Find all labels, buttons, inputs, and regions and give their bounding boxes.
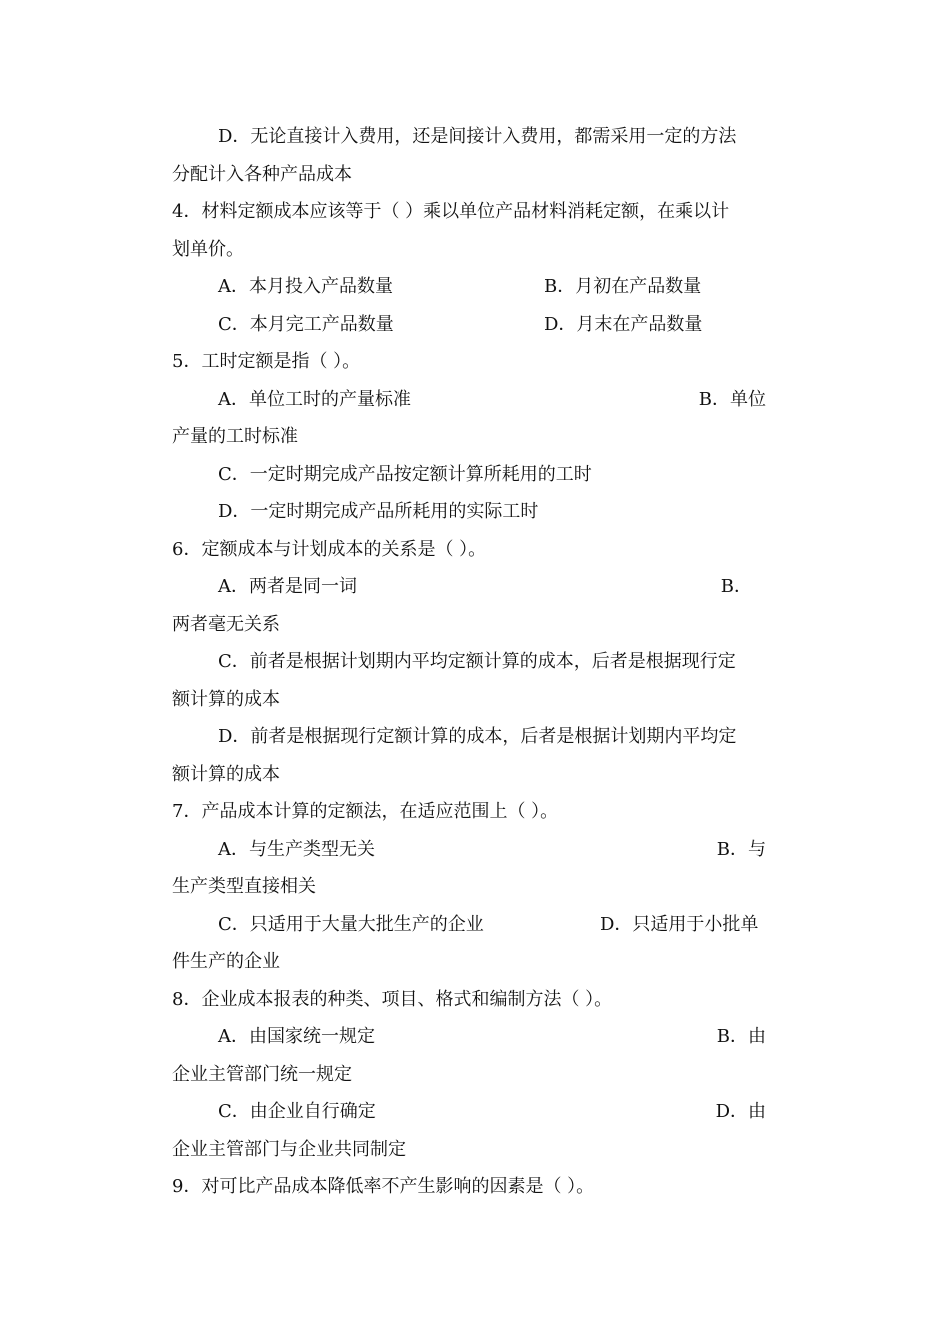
- text-line: 分配计入各种产品成本: [172, 163, 352, 185]
- option-line: C．前者是根据计划期内平均定额计算的成本，后者是根据现行定: [218, 651, 736, 672]
- option-right: D．由: [715, 1101, 766, 1122]
- text-line: 额计算的成本: [172, 763, 280, 785]
- text-line: 生产类型直接相关: [172, 876, 316, 897]
- text-line: 6．定额成本与计划成本的关系是（ ）。: [172, 538, 487, 560]
- option-right: B．单位: [698, 388, 766, 410]
- option-line: C．一定时期完成产品按定额计算所耗用的工时: [218, 463, 592, 485]
- option-left: A．两者是同一词: [218, 576, 357, 597]
- option-right: B．: [720, 576, 752, 597]
- option-row: [172, 906, 766, 944]
- text-line: 7．产品成本计算的定额法，在适应范围上（ ）。: [172, 801, 559, 822]
- option-row: [172, 381, 766, 419]
- text-line: 划单价。: [172, 238, 244, 260]
- option-line: D．一定时期完成产品所耗用的实际工时: [218, 501, 539, 522]
- option-right: D．月末在产品数量: [544, 313, 703, 335]
- option-line: D．前者是根据现行定额计算的成本，后者是根据计划期内平均定: [218, 726, 737, 747]
- text-line: 5．工时定额是指（ ）。: [172, 351, 361, 372]
- option-row: [172, 1093, 766, 1131]
- option-right: D．只适用于小批单: [600, 913, 759, 935]
- option-right: B．月初在产品数量: [544, 276, 702, 297]
- text-line: 8．企业成本报表的种类、项目、格式和编制方法（ ）。: [172, 988, 613, 1010]
- option-left: C．本月完工产品数量: [218, 313, 394, 335]
- option-right: B．与: [716, 838, 766, 860]
- option-row: [172, 1018, 766, 1056]
- option-right: B．由: [716, 1026, 766, 1047]
- document-page: [172, 118, 766, 1206]
- text-line: 两者毫无关系: [172, 613, 280, 635]
- option-line: D．无论直接计入费用，还是间接计入费用，都需采用一定的方法: [218, 126, 737, 147]
- option-row: [172, 568, 766, 606]
- option-row: [172, 831, 766, 869]
- text-line: 产量的工时标准: [172, 426, 298, 447]
- option-left: A．与生产类型无关: [218, 838, 375, 860]
- text-line: 额计算的成本: [172, 688, 280, 710]
- text-line: 件生产的企业: [172, 951, 280, 972]
- option-left: C．由企业自行确定: [218, 1101, 376, 1122]
- option-left: A．单位工时的产量标准: [218, 388, 411, 410]
- option-left: A．本月投入产品数量: [218, 276, 393, 297]
- option-row: [172, 268, 766, 306]
- text-line: 4．材料定额成本应该等于（ ）乘以单位产品材料消耗定额，在乘以计: [172, 201, 730, 222]
- text-line: 企业主管部门与企业共同制定: [172, 1138, 406, 1160]
- option-left: C．只适用于大量大批生产的企业: [218, 913, 484, 935]
- option-left: A．由国家统一规定: [218, 1026, 375, 1047]
- option-row: [172, 306, 766, 344]
- text-line: 9．对可比产品成本降低率不产生影响的因素是（ ）。: [172, 1176, 595, 1197]
- text-line: 企业主管部门统一规定: [172, 1063, 352, 1085]
